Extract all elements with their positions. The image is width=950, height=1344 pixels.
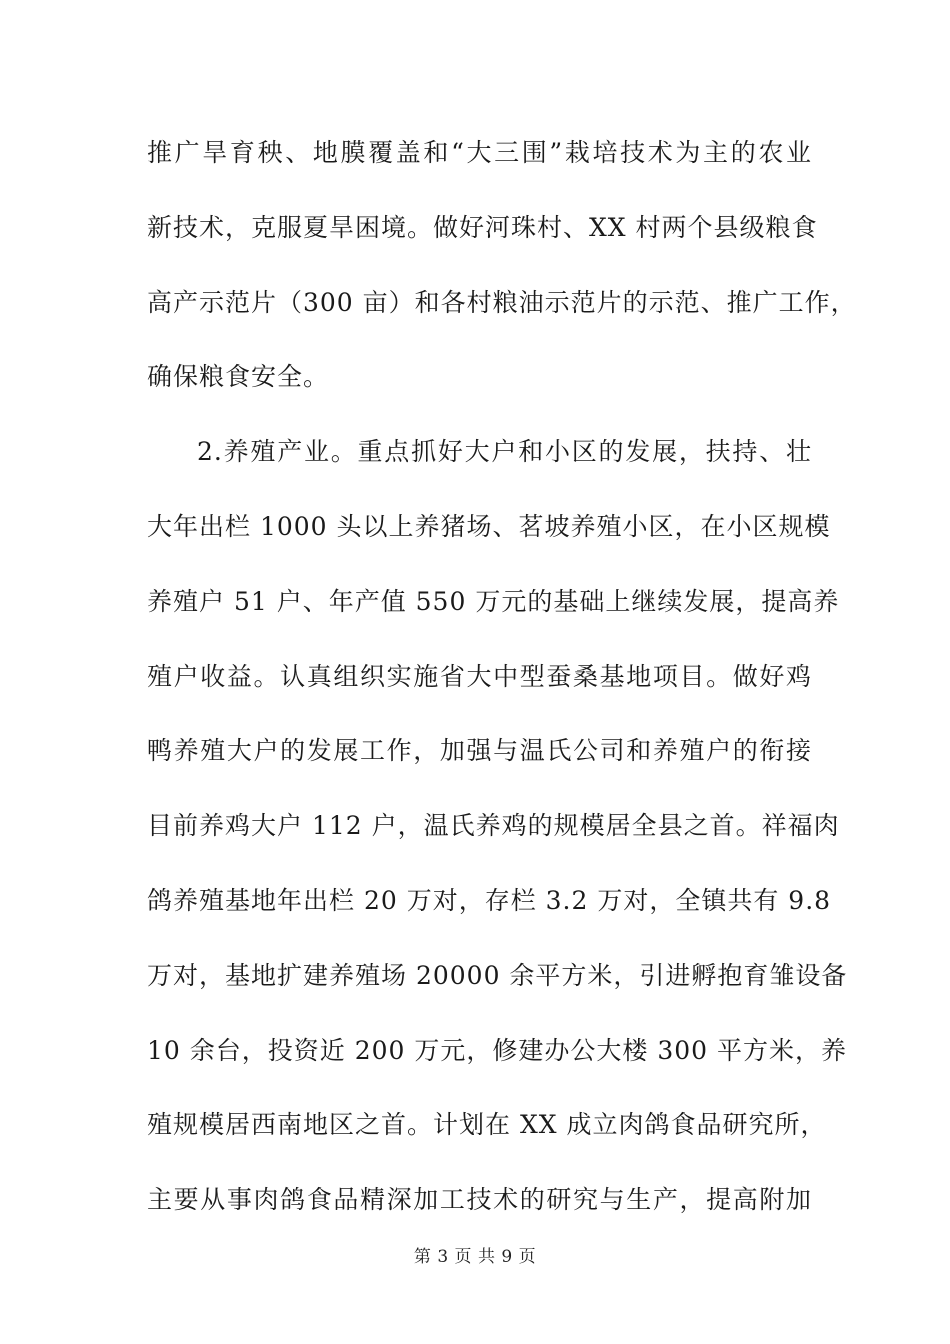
text-line: 鸽养殖基地年出栏 20 万对，存栏 3.2 万对，全镇共有 9.8 bbox=[147, 885, 832, 915]
text-line: 鸭养殖大户的发展工作，加强与温氏公司和养殖户的衔接 bbox=[147, 736, 812, 766]
text-line: 推广旱育秧、地膜覆盖和“大三围”栽培技术为主的农业 bbox=[147, 138, 812, 167]
text-line: 万对，基地扩建养殖场 20000 余平方米，引进孵抱育雏设备 bbox=[147, 960, 848, 990]
page-footer: 第 3 页 共 9 页 bbox=[413, 1247, 537, 1267]
text-line: 养殖户 51 户、年产值 550 万元的基础上继续发展，提高养 bbox=[147, 586, 840, 616]
text-line: 高产示范片（300 亩）和各村粮油示范片的示范、推广工作， bbox=[147, 287, 857, 317]
text-line: 殖户收益。认真组织实施省大中型蚕桑基地项目。做好鸡 bbox=[147, 661, 812, 691]
text-line: 确保粮食安全。 bbox=[147, 362, 330, 392]
text-line: 大年出栏 1000 头以上养猪场、茗坡养殖小区，在小区规模 bbox=[147, 511, 831, 541]
text-line: 主要从事肉鸽食品精深加工技术的研究与生产，提高附加 bbox=[147, 1185, 812, 1215]
document-body bbox=[147, 126, 857, 1248]
text-line: 10 余台，投资近 200 万元，修建办公大楼 300 平方米，养 bbox=[147, 1035, 847, 1065]
text-line: 2.养殖产业。重点抓好大户和小区的发展，扶持、壮 bbox=[197, 437, 812, 467]
text-line: 目前养鸡大户 112 户，温氏养鸡的规模居全县之首。祥福肉 bbox=[147, 811, 840, 841]
text-line: 新技术，克服夏旱困境。做好河珠村、XX 村两个县级粮食 bbox=[147, 212, 818, 242]
text-line: 殖规模居西南地区之首。计划在 XX 成立肉鸽食品研究所， bbox=[147, 1110, 827, 1140]
